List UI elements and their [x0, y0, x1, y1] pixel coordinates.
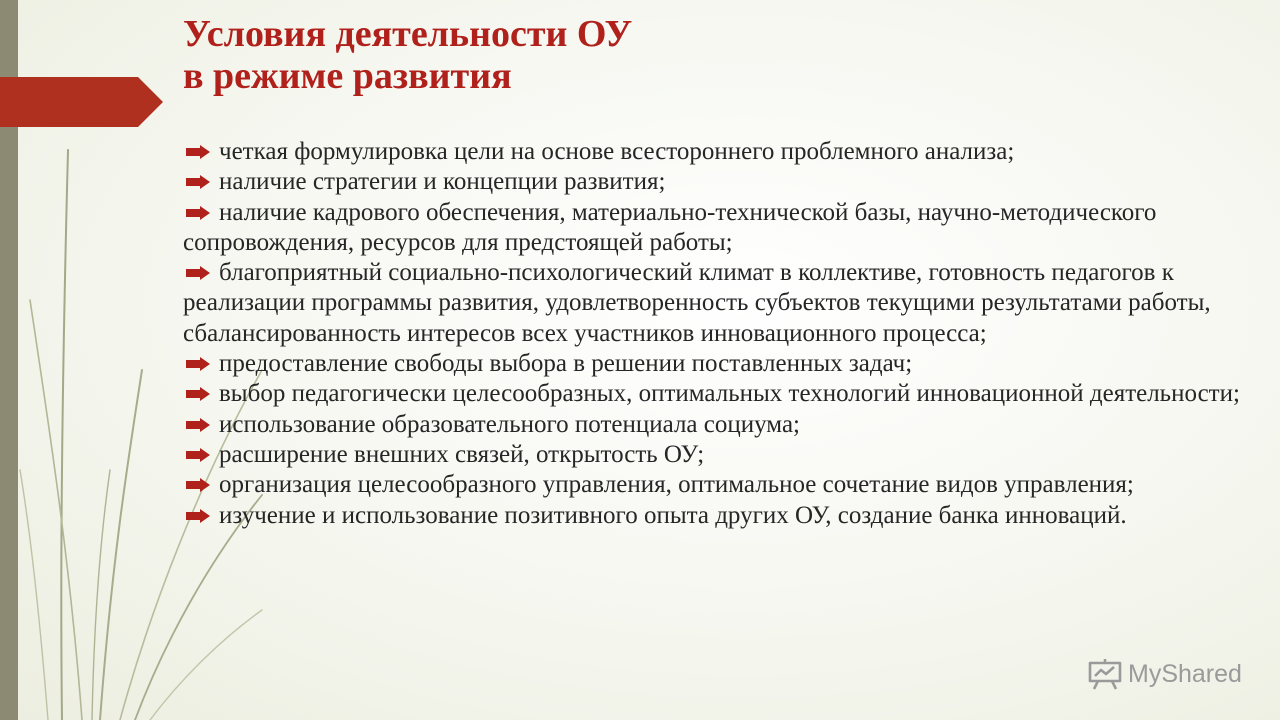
watermark-text: MyShared: [1128, 659, 1242, 688]
list-item-text: выбор педагогически целесообразных, оптимальных технологий инновационной деятельности;: [219, 380, 1240, 408]
list-item: [183, 167, 1243, 197]
right-arrow-icon: [186, 357, 210, 371]
list-item-text: организация целесообразного управления, оптимальное сочетание видов управления;: [219, 471, 1134, 499]
list-item-text: четкая формулировка цели на основе всестороннего проблемного анализа;: [219, 138, 1015, 165]
right-arrow-icon: [186, 387, 210, 401]
list-item-text: наличие стратегии и концепции развития;: [219, 168, 666, 196]
right-arrow-icon: [186, 418, 210, 432]
list-item: [183, 440, 1243, 470]
watermark[interactable]: [1088, 656, 1242, 692]
list-item-text: наличие кадрового обеспечения, материально-технической базы, научно-методического сопровождения, ресурсов для предстоящей работы;: [183, 198, 1157, 256]
list-item: [183, 198, 1243, 259]
right-arrow-icon: [186, 509, 210, 523]
list-item-text: изучение и использование позитивного опыта других ОУ, создание банка инноваций.: [219, 501, 1127, 529]
right-arrow-icon: [186, 478, 210, 492]
slide-title-line1: Условия деятельности ОУ: [183, 13, 633, 55]
list-item: [183, 258, 1243, 349]
list-item: [183, 137, 1243, 167]
title-banner-arrow: [0, 77, 163, 127]
presentation-icon: [1088, 657, 1122, 691]
list-item: [183, 379, 1243, 409]
right-arrow-icon: [186, 175, 210, 189]
list-item-text: благоприятный социально-психологический климат в коллективе, готовность педагогов к реализации программы развития, удовлетворенность субъектов текущими результатами работы, сбалансированность интересов всех участников инновационного процесса;: [183, 259, 1211, 347]
list-item: [183, 349, 1243, 379]
right-arrow-icon: [186, 448, 210, 462]
list-item-text: расширение внешних связей, открытость ОУ;: [219, 440, 705, 468]
right-arrow-icon: [186, 206, 210, 220]
slide-title-line2: в режиме развития: [183, 55, 512, 97]
list-item: [183, 410, 1243, 440]
list-item-text: предоставление свободы выбора в решении поставленных задач;: [219, 350, 913, 378]
conditions-list: [183, 137, 1243, 531]
list-item: [183, 470, 1243, 500]
right-arrow-icon: [186, 145, 210, 159]
list-item: [183, 501, 1243, 531]
list-item-text: использование образовательного потенциала социума;: [219, 410, 800, 438]
slide-title: [183, 13, 632, 97]
right-arrow-icon: [186, 266, 210, 280]
